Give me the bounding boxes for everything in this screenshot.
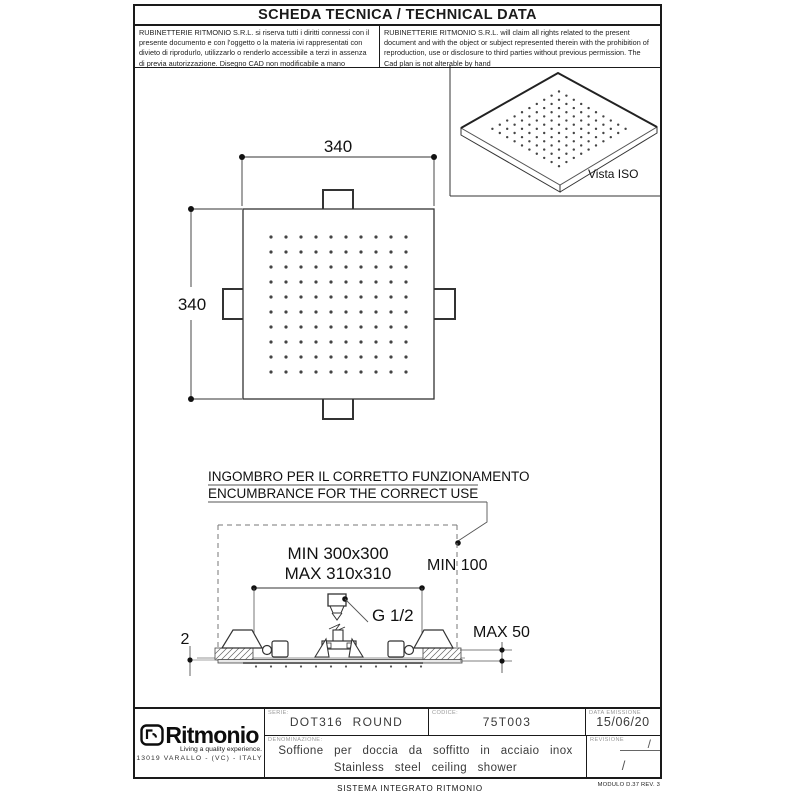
brand-address: 13019 VARALLO - (VC) - ITALY [136, 755, 263, 762]
brand-tagline: Living a quality experience. [180, 746, 262, 753]
codice-label: CODICE: [432, 710, 459, 716]
serie-label: SERIE: [268, 710, 289, 716]
title-block-row-2 [265, 736, 660, 777]
denominazione-italian: Soffione per doccia da soffitto in acciaio inox [278, 745, 573, 757]
title-block-row-1 [265, 709, 660, 736]
footer-system-text: SISTEMA INTEGRATO RITMONIO [337, 784, 483, 793]
codice-cell [429, 709, 586, 735]
disclaimer-english: RUBINETTERIE RITMONIO S.R.L. will claim all rights related to the present document and with the object or subject represented therein with the prohibition of reproduction, use or disclosure to third parties without previous permission. The Cad plan is not alterable by hand [384, 28, 649, 68]
plan-height-dim-text: 340 [177, 295, 207, 314]
recess-min-text: MIN 300x300 [287, 544, 389, 563]
disclaimer-row [135, 26, 660, 68]
data-emissione-value: 15/06/20 [596, 715, 650, 729]
ritmonio-logo-icon [140, 724, 164, 746]
plate-thickness-text: 2 [180, 631, 190, 648]
brand-name: Ritmonio [165, 722, 259, 748]
revision-bottom-value: / [621, 758, 626, 773]
title-block-fields [265, 709, 660, 777]
logo-cell [135, 709, 265, 777]
revisione-cell [587, 736, 660, 777]
serie-value: DOT316 ROUND [289, 715, 404, 729]
thread-text: G 1/2 [372, 606, 414, 625]
denominazione-english: Stainless steel ceiling shower [333, 761, 518, 774]
iso-view-label: Vista ISO [588, 167, 639, 181]
clearance-text: MIN 100 [427, 557, 488, 574]
encumbrance-note-en: ENCUMBRANCE FOR THE CORRECT USE [208, 486, 479, 501]
sheet-frame [133, 4, 662, 779]
footer-module-text: MODULO D.37 REV. 3 [597, 782, 660, 788]
ceiling-max-text: MAX 50 [473, 624, 530, 641]
disclaimer-italian: RUBINETTERIE RITMONIO S.R.L. si riserva tutti i diritti connessi con il presente documento e con l'oggetto o la materia ivi rappresentati con divieto di riprodurlo, utilizzarlo o renderlo accessibile a terzi in assenza di previa autorizzazione. Disegno CAD non modificabile a mano [135, 26, 380, 67]
revisione-label: REVISIONE [590, 737, 625, 743]
data-emissione-cell [586, 709, 660, 735]
denominazione-label: DENOMINAZIONE: [268, 737, 323, 743]
encumbrance-note-it: INGOMBRO PER IL CORRETTO FUNZIONAMENTO [208, 469, 530, 484]
denominazione-cell [265, 736, 587, 777]
codice-value: 75T003 [482, 715, 532, 729]
revision-divider [620, 750, 660, 751]
plan-width-dim-text: 340 [323, 137, 353, 156]
data-emissione-label: DATA EMISSIONE [589, 710, 642, 716]
sheet-title: SCHEDA TECNICA / TECHNICAL DATA [135, 6, 660, 26]
logo-row [140, 724, 258, 747]
recess-max-text: MAX 310x310 [284, 564, 392, 583]
serie-cell [265, 709, 429, 735]
revision-top-value: / [647, 737, 651, 751]
title-block [135, 707, 660, 777]
